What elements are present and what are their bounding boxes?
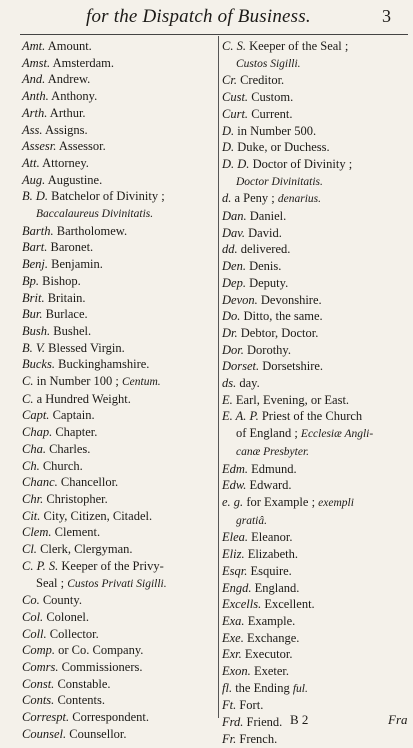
entry-meaning: Collector. xyxy=(49,626,99,641)
column-divider xyxy=(218,36,219,718)
abbreviation-entry xyxy=(222,208,410,225)
entry-abbreviation: Comp. xyxy=(22,643,55,658)
entry-meaning: Keeper of the Seal ; xyxy=(249,39,349,53)
entry-abbreviation: Att. xyxy=(22,155,40,170)
abbreviation-entry xyxy=(222,408,410,425)
entry-meaning: the Ending xyxy=(235,680,290,695)
entry-meaning: Edmund. xyxy=(251,461,297,476)
entry-meaning: of England ; xyxy=(236,426,298,441)
entry-meaning: Charles. xyxy=(49,441,91,456)
abbreviation-entry xyxy=(222,477,410,494)
entry-meaning: Buckinghamshire. xyxy=(58,357,150,372)
abbreviation-entry xyxy=(222,89,410,106)
abbreviation-entry xyxy=(22,256,217,273)
entry-meaning: Custom. xyxy=(251,90,294,105)
abbreviation-entry xyxy=(22,188,217,205)
entry-meaning: Counsellor. xyxy=(69,726,127,741)
abbreviation-entry xyxy=(22,642,217,659)
entry-meaning: Executor. xyxy=(244,647,293,662)
entry-meaning: Duke, or Duchess. xyxy=(237,140,330,155)
entry-abbreviation: D. xyxy=(222,123,235,138)
entry-meaning: Exeter. xyxy=(253,664,289,679)
entry-latin: Custos Sigilli. xyxy=(236,57,301,70)
entry-meaning: Devonshire. xyxy=(260,292,322,307)
entry-latin: denarius. xyxy=(277,193,322,206)
entry-abbreviation: C. P. S. xyxy=(22,558,59,573)
entry-abbreviation: Dr. xyxy=(222,325,238,340)
abbreviation-entry xyxy=(22,659,217,676)
entry-meaning: Ditto, the same. xyxy=(243,309,323,324)
abbreviation-entry xyxy=(22,609,217,626)
entry-meaning: Amount. xyxy=(47,39,92,53)
abbreviation-entry xyxy=(22,676,217,693)
abbreviation-entry xyxy=(222,106,410,123)
abbreviation-entry xyxy=(222,646,410,663)
entry-meaning: Batchelor of Divinity ; xyxy=(51,189,165,204)
left-column xyxy=(22,38,217,743)
abbreviation-entry xyxy=(222,663,410,680)
entry-meaning: Anthony. xyxy=(51,89,98,104)
entry-abbreviation: Dor. xyxy=(222,342,244,357)
entry-abbreviation: Ft. xyxy=(222,698,237,713)
entry-meaning: Eleanor. xyxy=(251,530,293,545)
right-column xyxy=(222,38,410,748)
entry-latin: Baccalaureus Divinitatis. xyxy=(36,208,154,221)
entry-meaning: Chancellor. xyxy=(60,475,119,490)
abbreviation-entry xyxy=(22,306,217,323)
abbreviation-entry xyxy=(22,424,217,441)
abbreviation-entry xyxy=(22,356,217,373)
abbreviation-entry xyxy=(222,275,410,292)
abbreviation-entry xyxy=(222,375,410,392)
entry-abbreviation: Clem. xyxy=(22,525,52,540)
abbreviation-entry xyxy=(22,491,217,508)
entry-abbreviation: Curt. xyxy=(222,106,249,121)
entry-abbreviation: d. xyxy=(222,191,232,206)
abbreviation-entry xyxy=(222,38,410,55)
entry-meaning: Benjamin. xyxy=(51,257,103,272)
abbreviation-entry xyxy=(22,138,217,155)
entry-abbreviation: Aug. xyxy=(22,172,46,187)
abbreviation-entry xyxy=(22,726,217,743)
entry-abbreviation: Do. xyxy=(222,309,241,324)
abbreviation-entry xyxy=(222,494,410,512)
abbreviation-entry xyxy=(22,508,217,525)
entry-abbreviation: Bart. xyxy=(22,240,48,255)
entry-meaning: in Number 100 ; xyxy=(36,374,119,389)
abbreviation-entry xyxy=(222,630,410,647)
entry-meaning: Andrew. xyxy=(47,72,91,87)
abbreviation-entry xyxy=(222,292,410,309)
entry-abbreviation: B. D. xyxy=(22,189,49,204)
abbreviation-entry xyxy=(222,258,410,275)
abbreviation-entry xyxy=(22,407,217,424)
abbreviation-entry xyxy=(22,391,217,408)
abbreviation-entry xyxy=(22,541,217,558)
entry-meaning: Seal ; xyxy=(36,575,65,590)
abbreviation-entry xyxy=(222,731,410,748)
entry-meaning: Daniel. xyxy=(249,209,287,224)
entry-meaning: Dorsetshire. xyxy=(262,359,324,374)
abbreviation-entry xyxy=(22,709,217,726)
entry-meaning: in Number 500. xyxy=(237,123,317,138)
entry-abbreviation: Frd. xyxy=(222,715,244,730)
abbreviation-entry xyxy=(222,529,410,546)
entry-abbreviation: Amt. xyxy=(22,39,46,53)
entry-meaning: Church. xyxy=(42,458,83,473)
entry-abbreviation: Cust. xyxy=(222,90,249,105)
entry-abbreviation: Coll. xyxy=(22,626,47,641)
abbreviation-entry xyxy=(222,613,410,630)
entry-abbreviation: Dep. xyxy=(222,275,246,290)
entry-meaning: or Co. Company. xyxy=(58,643,144,658)
entry-abbreviation: Amst. xyxy=(22,55,51,70)
entry-abbreviation: Elea. xyxy=(222,530,249,545)
abbreviation-entry xyxy=(222,156,410,173)
entry-meaning: Debtor, Doctor. xyxy=(240,325,319,340)
entry-abbreviation: Exe. xyxy=(222,630,244,645)
entry-meaning: County. xyxy=(42,593,82,608)
entry-meaning: Creditor. xyxy=(240,73,285,88)
abbreviation-entry xyxy=(22,105,217,122)
entry-abbreviation: Anth. xyxy=(22,89,49,104)
abbreviation-entry xyxy=(222,225,410,242)
entry-abbreviation: Chr. xyxy=(22,491,44,506)
entry-abbreviation: E. A. P. xyxy=(222,409,259,424)
abbreviation-entry xyxy=(222,680,410,698)
entry-meaning: Amsterdam. xyxy=(52,55,115,70)
abbreviation-entry xyxy=(222,308,410,325)
entry-abbreviation: Dav. xyxy=(222,225,246,240)
entry-abbreviation: Bucks. xyxy=(22,357,55,372)
entry-latin: ful. xyxy=(292,682,308,695)
entry-abbreviation: Chanc. xyxy=(22,475,58,490)
entry-meaning: Assessor. xyxy=(58,139,106,154)
entry-abbreviation: Correspt. xyxy=(22,710,70,725)
entry-abbreviation: e. g. xyxy=(222,494,244,509)
abbreviation-entry xyxy=(22,38,217,55)
entry-abbreviation: Esqr. xyxy=(222,563,248,578)
entry-abbreviation: Chap. xyxy=(22,425,53,440)
entry-meaning: Correspondent. xyxy=(72,710,149,725)
entry-meaning: Exchange. xyxy=(246,630,300,645)
abbreviation-entry xyxy=(22,558,217,575)
abbreviation-entry xyxy=(22,575,217,593)
entry-abbreviation: Col. xyxy=(22,609,44,624)
abbreviation-entry xyxy=(22,273,217,290)
entry-meaning: Edward. xyxy=(249,478,292,493)
entry-abbreviation: Edm. xyxy=(222,461,249,476)
abbreviation-entry xyxy=(22,626,217,643)
abbreviation-entry xyxy=(222,342,410,359)
entry-abbreviation: Cr. xyxy=(222,73,237,88)
entry-abbreviation: Arth. xyxy=(22,105,48,120)
abbreviation-entry xyxy=(22,172,217,189)
abbreviation-entry xyxy=(22,592,217,609)
entry-abbreviation: ds. xyxy=(222,376,237,391)
entry-meaning: Deputy. xyxy=(249,275,289,290)
entry-meaning: Colonel. xyxy=(46,609,90,624)
entry-meaning: delivered. xyxy=(240,242,291,257)
entry-abbreviation: Counsel. xyxy=(22,726,67,741)
entry-meaning: Christopher. xyxy=(46,491,108,506)
entry-abbreviation: Eliz. xyxy=(222,547,245,562)
abbreviation-entry xyxy=(222,325,410,342)
abbreviation-entry xyxy=(222,358,410,375)
entry-meaning: Esquire. xyxy=(250,563,292,578)
entry-abbreviation: Fr. xyxy=(222,731,237,746)
entry-abbreviation: B. V. xyxy=(22,340,46,355)
abbreviation-entry xyxy=(222,241,410,258)
entry-meaning: David. xyxy=(248,225,282,240)
abbreviation-entry xyxy=(22,290,217,307)
entry-meaning: Britain. xyxy=(47,290,86,305)
entry-meaning: a Hundred Weight. xyxy=(36,391,131,406)
entry-latin: Doctor Divinitatis. xyxy=(236,175,323,188)
entry-abbreviation: Exa. xyxy=(222,613,245,628)
abbreviation-entry xyxy=(222,123,410,140)
abbreviation-entry xyxy=(22,474,217,491)
entry-meaning: Baronet. xyxy=(50,240,94,255)
abbreviation-entry xyxy=(22,205,217,223)
abbreviation-entry xyxy=(222,714,410,731)
entry-abbreviation: Cha. xyxy=(22,441,46,456)
entry-latin: Custos Privati Sigilli. xyxy=(67,577,167,590)
entry-meaning: Commissioners. xyxy=(61,660,143,675)
entry-abbreviation: C. S. xyxy=(222,39,246,53)
entry-abbreviation: Devon. xyxy=(222,292,258,307)
running-title: for the Dispatch of Business. xyxy=(86,6,311,27)
entry-abbreviation: Dan. xyxy=(222,209,247,224)
entry-meaning: Captain. xyxy=(52,408,95,423)
abbreviation-entry xyxy=(22,55,217,72)
entry-meaning: Excellent. xyxy=(264,597,315,612)
abbreviation-entry xyxy=(222,425,410,443)
entry-abbreviation: Conts. xyxy=(22,693,55,708)
abbreviation-entry xyxy=(222,72,410,89)
abbreviation-entry xyxy=(222,580,410,597)
entry-abbreviation: Exon. xyxy=(222,664,251,679)
abbreviation-entry xyxy=(222,512,410,530)
entry-meaning: Attorney. xyxy=(42,155,89,170)
abbreviation-entry xyxy=(22,71,217,88)
entry-abbreviation: Co. xyxy=(22,593,40,608)
abbreviation-entry xyxy=(222,173,410,191)
abbreviation-entry xyxy=(22,441,217,458)
entry-meaning: Blessed Virgin. xyxy=(48,340,125,355)
entry-meaning: Constable. xyxy=(57,676,111,691)
entry-meaning: City, Citizen, Citadel. xyxy=(43,508,153,523)
entry-meaning: Fort. xyxy=(239,698,264,713)
abbreviation-entry xyxy=(222,461,410,478)
entry-meaning: Current. xyxy=(251,106,293,121)
entry-meaning: Doctor of Divinity ; xyxy=(252,156,353,171)
entry-abbreviation: Cl. xyxy=(22,542,37,557)
abbreviation-entry xyxy=(22,373,217,391)
entry-meaning: Keeper of the Privy- xyxy=(61,558,164,573)
entry-meaning: a Peny ; xyxy=(234,191,275,206)
entry-abbreviation: And. xyxy=(22,72,46,87)
entry-abbreviation: Brit. xyxy=(22,290,45,305)
entry-meaning: Clerk, Clergyman. xyxy=(40,542,133,557)
abbreviation-entry xyxy=(22,155,217,172)
entry-abbreviation: Edw. xyxy=(222,478,247,493)
entry-meaning: Bushel. xyxy=(53,323,92,338)
entry-abbreviation: dd. xyxy=(222,242,238,257)
abbreviation-entry xyxy=(22,223,217,240)
entry-latin: gratiâ. xyxy=(236,514,267,527)
entry-abbreviation: Const. xyxy=(22,676,55,691)
entry-abbreviation: Capt. xyxy=(22,408,50,423)
entry-latin: canæ Presbyter. xyxy=(236,445,310,458)
entry-abbreviation: Exr. xyxy=(222,647,242,662)
abbreviation-entry xyxy=(222,546,410,563)
entry-meaning: England. xyxy=(254,580,300,595)
entry-meaning: Contents. xyxy=(57,693,106,708)
abbreviation-entry xyxy=(22,323,217,340)
abbreviation-entry xyxy=(22,524,217,541)
entry-abbreviation: C. xyxy=(22,391,34,406)
entry-meaning: Dorothy. xyxy=(247,342,291,357)
entry-abbreviation: Bp. xyxy=(22,273,40,288)
entry-meaning: day. xyxy=(239,376,260,391)
entry-meaning: Burlace. xyxy=(45,307,88,322)
entry-abbreviation: fl. xyxy=(222,680,233,695)
entry-meaning: Augustine. xyxy=(47,172,103,187)
entry-meaning: for Example ; xyxy=(246,494,316,509)
entry-meaning: Denis. xyxy=(249,259,282,274)
entry-meaning: Friend. xyxy=(246,715,283,730)
abbreviation-entry xyxy=(222,563,410,580)
entry-meaning: Chapter. xyxy=(55,425,98,440)
abbreviation-entry xyxy=(222,190,410,208)
entry-abbreviation: Comrs. xyxy=(22,660,59,675)
entry-latin: Centum. xyxy=(122,376,161,389)
entry-abbreviation: Assesr. xyxy=(22,139,57,154)
entry-meaning: Bartholomew. xyxy=(56,223,128,238)
entry-meaning: Assigns. xyxy=(44,122,88,137)
entry-abbreviation: Ass. xyxy=(22,122,43,137)
entry-abbreviation: Bur. xyxy=(22,307,43,322)
abbreviation-entry xyxy=(222,392,410,409)
abbreviation-entry xyxy=(222,596,410,613)
entry-meaning: Arthur. xyxy=(49,105,86,120)
entry-meaning: French. xyxy=(239,731,278,746)
signature-mark: B 2 xyxy=(290,712,309,727)
entry-latin: exempli xyxy=(318,496,354,509)
entry-abbreviation: Barth. xyxy=(22,223,54,238)
entry-meaning: Bishop. xyxy=(42,273,81,288)
abbreviation-entry xyxy=(222,55,410,73)
entry-latin: Ecclesiæ Angli- xyxy=(300,428,374,441)
entry-abbreviation: D. xyxy=(222,140,235,155)
entry-abbreviation: Den. xyxy=(222,259,246,274)
entry-abbreviation: Cit. xyxy=(22,508,41,523)
entry-abbreviation: C. xyxy=(22,374,34,389)
page-number: 3 xyxy=(382,6,391,26)
entry-abbreviation: E. xyxy=(222,392,233,407)
header-rule xyxy=(20,34,408,35)
abbreviation-entry xyxy=(22,458,217,475)
entry-meaning: Priest of the Church xyxy=(261,409,363,424)
entry-abbreviation: Engd. xyxy=(222,580,252,595)
abbreviation-entry xyxy=(22,122,217,139)
abbreviation-entry xyxy=(222,139,410,156)
abbreviation-entry xyxy=(22,340,217,357)
entry-abbreviation: Benj. xyxy=(22,257,49,272)
abbreviation-entry xyxy=(222,443,410,461)
entry-abbreviation: Dorset. xyxy=(222,359,260,374)
entry-abbreviation: Bush. xyxy=(22,323,51,338)
entry-abbreviation: Excells. xyxy=(222,597,262,612)
abbreviation-entry xyxy=(22,692,217,709)
entry-meaning: Clement. xyxy=(54,525,101,540)
abbreviation-entry xyxy=(22,239,217,256)
abbreviation-entry xyxy=(22,88,217,105)
entry-abbreviation: D. D. xyxy=(222,156,250,171)
entry-meaning: Earl, Evening, or East. xyxy=(235,392,350,407)
entry-meaning: Example. xyxy=(247,613,296,628)
abbreviation-entry xyxy=(222,697,410,714)
catchword: Fra xyxy=(388,712,408,727)
entry-meaning: Elizabeth. xyxy=(247,547,299,562)
entry-abbreviation: Ch. xyxy=(22,458,40,473)
